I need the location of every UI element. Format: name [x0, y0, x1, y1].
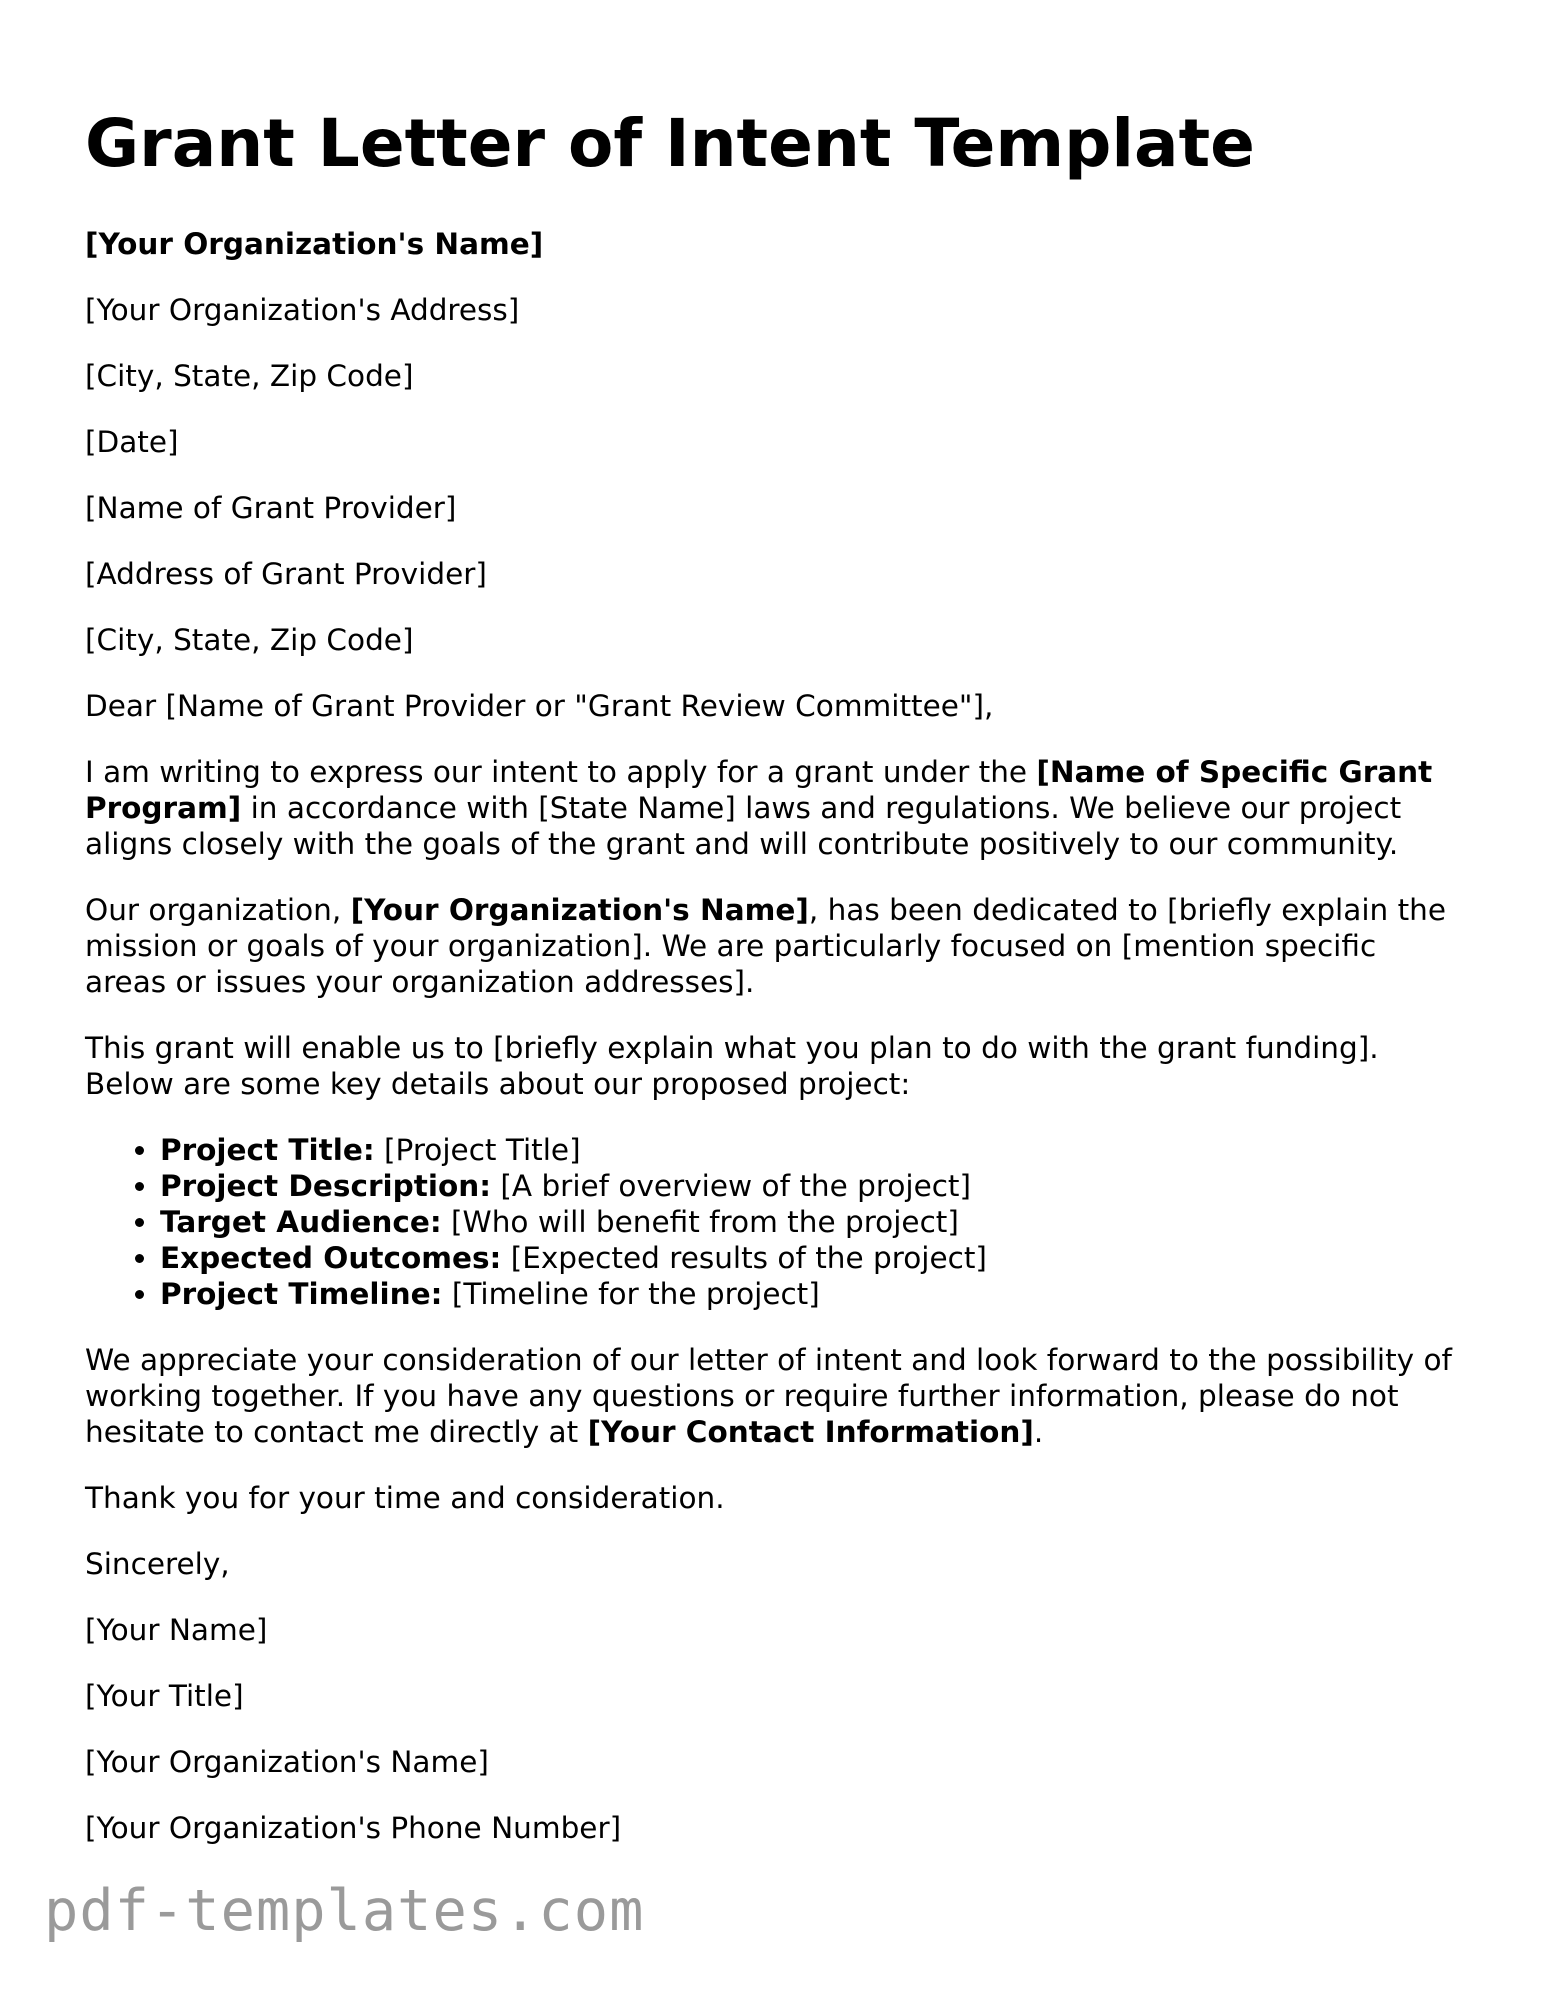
salutation: Dear [Name of Grant Provider or "Grant Review Committee"],	[85, 689, 994, 723]
signature-org-name: [Your Organization's Name]	[85, 1745, 489, 1779]
recipient-address: [Address of Grant Provider]	[85, 557, 487, 591]
watermark: pdf-templates.com	[44, 1878, 645, 1944]
list-item: • Expected Outcomes: [Expected results of the project]	[160, 1240, 1465, 1276]
organization-paragraph: Our organization, [Your Organization's Name], has been dedicated to [briefly explain the mission or goals of your organization]. We are particularly focused on [mention specific areas or issues your organization addresses].	[85, 893, 1447, 999]
signature-title: [Your Title]	[85, 1679, 244, 1713]
sender-address: [Your Organization's Address]	[85, 293, 520, 327]
funding-paragraph: This grant will enable us to [briefly explain what you plan to do with the grant funding]. Below are some key details about our proposed project:	[85, 1031, 1379, 1101]
signature-phone: [Your Organization's Phone Number]	[85, 1811, 622, 1845]
list-item: • Project Title: [Project Title]	[160, 1132, 1465, 1168]
thanks-line: Thank you for your time and consideration.	[85, 1481, 725, 1515]
closing: Sincerely,	[85, 1547, 230, 1581]
sender-org-name: [Your Organization's Name]	[85, 227, 544, 261]
letter-date: [Date]	[85, 425, 179, 459]
letter-document	[85, 104, 1465, 1876]
appreciation-paragraph: We appreciate your consideration of our letter of intent and look forward to the possibility of working together. If you have any questions or require further information, please do not hesitate to contact me directly at [Your Contact Information].	[85, 1343, 1452, 1449]
list-item: • Target Audience: [Who will benefit from the project]	[160, 1204, 1465, 1240]
list-item: • Project Description: [A brief overview of the project]	[160, 1168, 1465, 1204]
project-details-list	[85, 1132, 1465, 1312]
signature-name: [Your Name]	[85, 1613, 268, 1647]
recipient-city-state-zip: [City, State, Zip Code]	[85, 623, 414, 657]
list-item: • Project Timeline: [Timeline for the project]	[160, 1276, 1465, 1312]
page-title: Grant Letter of Intent Template	[85, 105, 1255, 182]
recipient-name: [Name of Grant Provider]	[85, 491, 457, 525]
sender-city-state-zip: [City, State, Zip Code]	[85, 359, 414, 393]
intro-paragraph: I am writing to express our intent to apply for a grant under the [Name of Specific Grant Program] in accordance with [State Name] laws and regulations. We believe our project aligns closely with the goals of the grant and will contribute positively to our community.	[85, 755, 1433, 861]
